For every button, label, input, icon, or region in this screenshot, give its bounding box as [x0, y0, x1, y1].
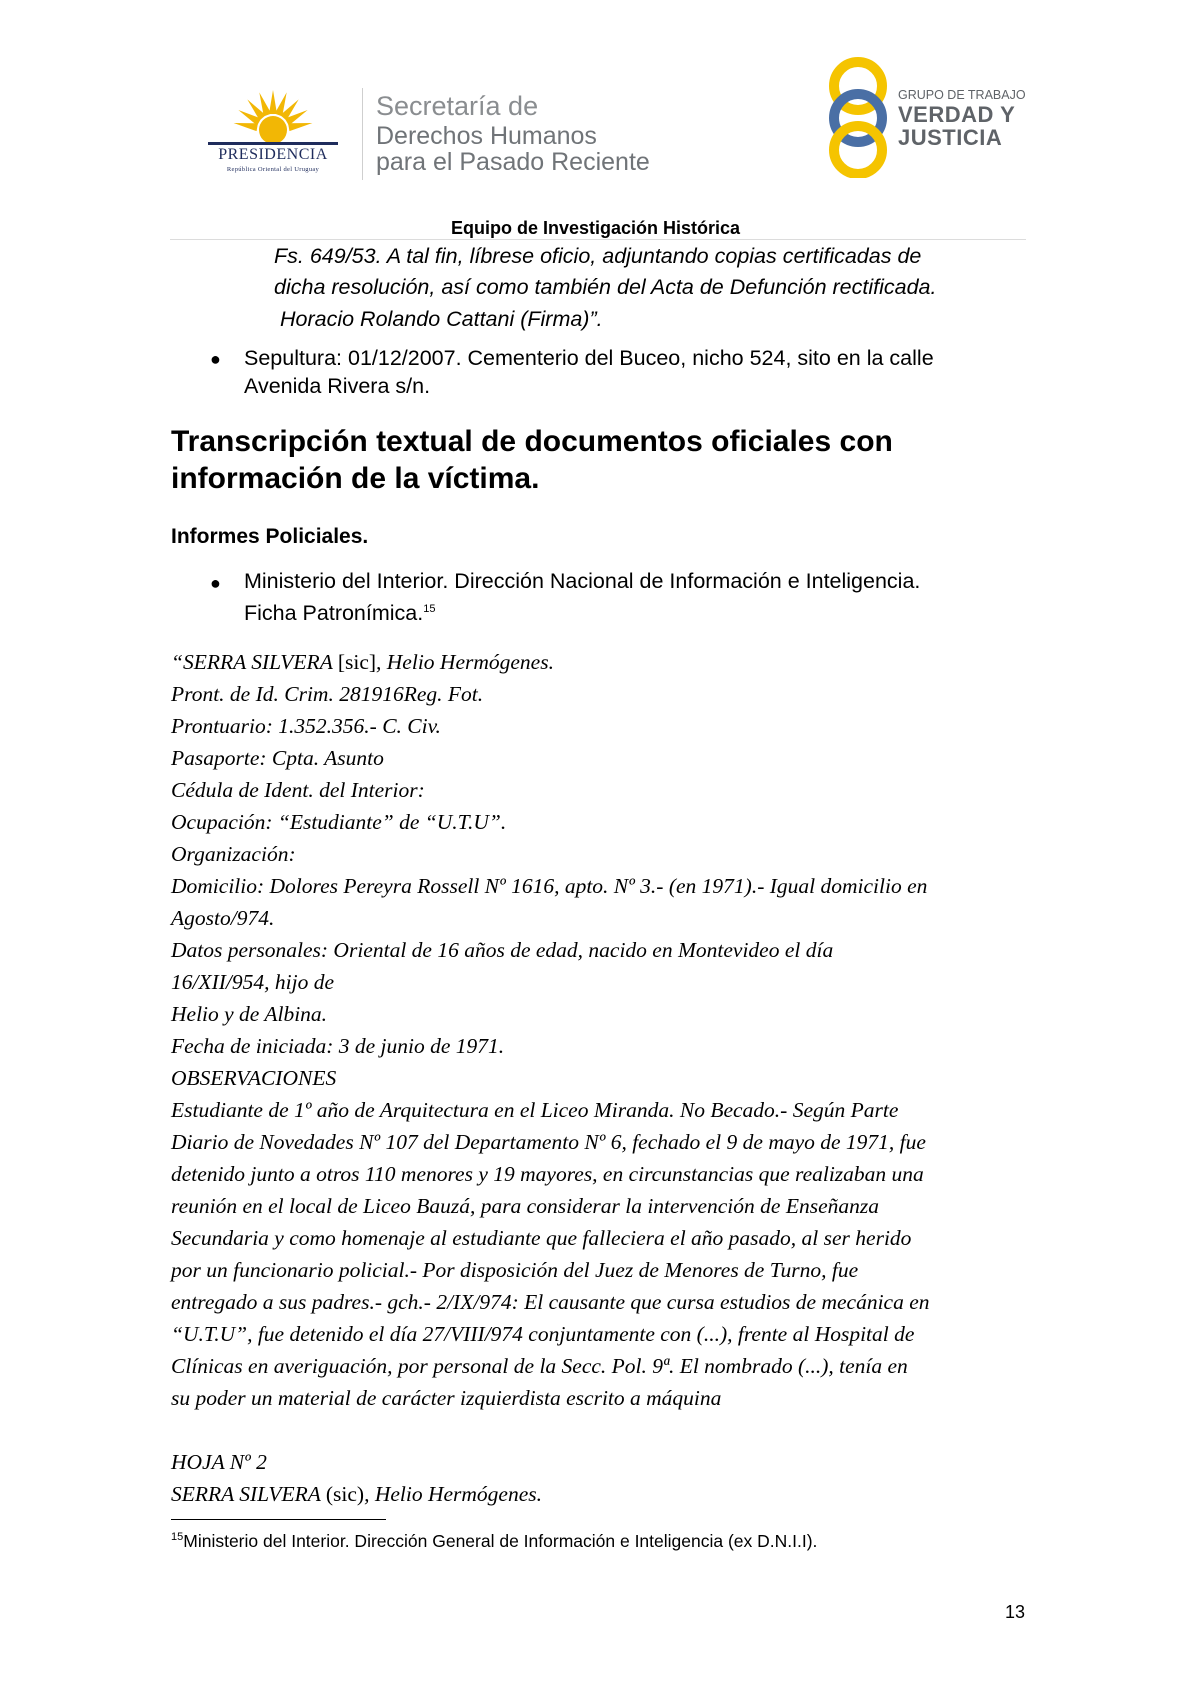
footnote	[171, 1531, 817, 1552]
gtvj-line-1: GRUPO DE TRABAJO	[898, 88, 1026, 102]
record-name-part-1: “SERRA SILVERA	[171, 650, 338, 674]
record-line-11: 16/XII/954, hijo de	[171, 970, 335, 994]
logo-divider	[362, 88, 363, 180]
section-heading-line-2: información de la víctima.	[171, 462, 540, 495]
record-line-13: Fecha de iniciada: 3 de junio de 1971.	[171, 1034, 505, 1058]
record-last-name-1: SERRA SILVERA	[171, 1482, 326, 1506]
burial-line-2: Avenida Rivera s/n.	[244, 374, 431, 398]
footnote-ref: 15	[423, 602, 436, 615]
ministry-line-2-text: Ficha Patronímica.	[244, 601, 424, 625]
record-name-part-2: , Helio Hermógenes.	[376, 650, 554, 674]
record-line-16: Diario de Novedades Nº 107 del Departamento Nº 6, fechado el 9 de mayo de 1971, fue	[171, 1130, 926, 1154]
record-line-20: por un funcionario policial.- Por disposición del Juez de Menores de Turno, fue	[171, 1258, 859, 1282]
record-last-sic: (sic)	[325, 1482, 365, 1506]
bullet-dot: ●	[210, 349, 221, 369]
record-line-6: Ocupación: “Estudiante” de “U.T.U”.	[171, 810, 507, 834]
page-number: 13	[1005, 1602, 1026, 1622]
record-line-19: Secundaria y como homenaje al estudiante que falleciera el año pasado, al ser herido	[171, 1226, 912, 1250]
footnote-rule	[171, 1519, 386, 1520]
record-line-17: detenido junto a otros 110 menores y 19 mayores, en circunstancias que realizaban una	[171, 1162, 924, 1186]
burial-line-1: Sepultura: 01/12/2007. Cementerio del Buceo, nicho 524, sito en la calle	[244, 346, 934, 370]
record-line-9: Agosto/974.	[171, 906, 275, 930]
record-line-12: Helio y de Albina.	[171, 1002, 328, 1026]
record-sic: [sic]	[337, 650, 377, 674]
record-line-21: entregado a sus padres.- gch.- 2/IX/974: El causante que cursa estudios de mecánica en	[171, 1290, 930, 1314]
verdad-justicia-rings-logo	[822, 56, 894, 178]
ministry-line-2	[244, 601, 435, 626]
record-line-8: Domicilio: Dolores Pereyra Rossell Nº 1616, apto. Nº 3.- (en 1971).- Igual domicilio en	[171, 874, 928, 898]
record-line-18: reunión en el local de Liceo Bauzá, para considerar la intervención de Enseñanza	[171, 1194, 879, 1218]
record-last-name-2: , Helio Hermógenes.	[364, 1482, 542, 1506]
secretaria-line-3: para el Pasado Reciente	[376, 148, 650, 176]
section-heading-text: Transcripción textual de documentos oficiales con	[171, 425, 893, 458]
record-line-15: Estudiante de 1º año de Arquitectura en el Liceo Miranda. No Becado.- Según Parte	[171, 1098, 899, 1122]
bullet-dot: ●	[210, 573, 221, 593]
record-line-14: OBSERVACIONES	[171, 1066, 337, 1090]
footnote-number: 15	[171, 1531, 184, 1544]
quote-line-1	[274, 244, 1026, 269]
record-line-3: Prontuario: 1.352.356.- C. Civ.	[171, 714, 441, 738]
record-line-22: “U.T.U”, fue detenido el día 27/VIII/974 conjuntamente con (...), frente al Hospital de	[171, 1322, 915, 1346]
gtvj-line-3: JUSTICIA	[898, 125, 1003, 150]
subheading-informes: Informes Policiales.	[171, 525, 369, 548]
record-line-7: Organización:	[171, 842, 296, 866]
record-hoja: HOJA Nº 2	[171, 1450, 267, 1474]
record-line-5: Cédula de Ident. del Interior:	[171, 778, 425, 802]
gtvj-line-2: VERDAD Y	[898, 102, 1016, 127]
quote-line-2: dicha resolución, así como también del Acta de Defunción rectificada.	[274, 275, 937, 299]
footnote-text: Ministerio del Interior. Dirección General de Información e Inteligencia (ex D.N.I.I).	[183, 1531, 818, 1551]
section-heading-line-1	[171, 425, 1026, 459]
record-line-4: Pasaporte: Cpta. Asunto	[171, 746, 384, 770]
record-line-24: su poder un material de carácter izquierdista escrito a máquina	[171, 1386, 722, 1410]
presidencia-label: PRESIDENCIA	[218, 146, 328, 163]
secretaria-line-1: Secretaría de	[376, 91, 539, 121]
record-last-line	[171, 1482, 542, 1507]
header-rule	[170, 239, 1026, 240]
record-line-1	[171, 650, 554, 675]
team-title: Equipo de Investigación Histórica	[450, 218, 741, 238]
quote-line-1-text: Fs. 649/53. A tal fin, líbrese oficio, adjuntando copias certificadas de	[274, 244, 922, 268]
presidencia-subtitle: República Oriental del Uruguay	[226, 166, 320, 173]
secretaria-line-2: Derechos Humanos	[376, 122, 597, 150]
ministry-line-1: Ministerio del Interior. Dirección Nacional de Información e Inteligencia.	[244, 569, 921, 593]
record-line-10: Datos personales: Oriental de 16 años de edad, nacido en Montevideo el día	[171, 938, 834, 962]
record-line-2: Pront. de Id. Crim. 281916Reg. Fot.	[171, 682, 484, 706]
quote-line-3: Horacio Rolando Cattani (Firma)”.	[280, 307, 603, 331]
record-line-23: Clínicas en averiguación, por personal de la Secc. Pol. 9ª. El nombrado (...), tenía en	[171, 1354, 908, 1378]
